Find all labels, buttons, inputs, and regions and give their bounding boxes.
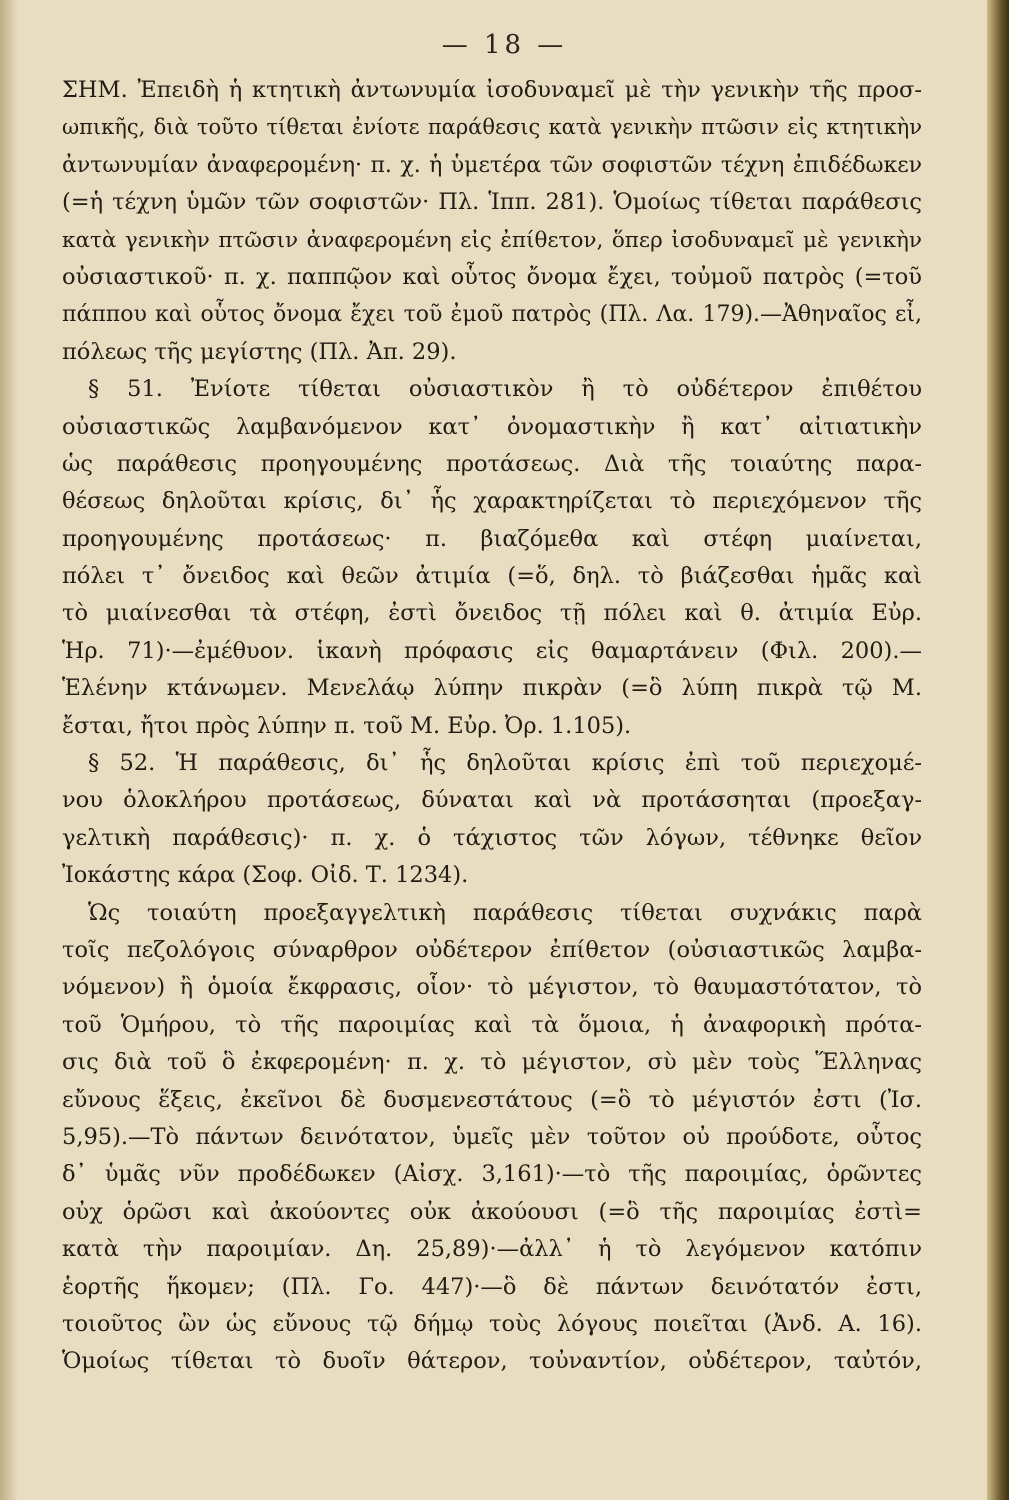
text-line: ἑορτῆς ἥκομεν; (Πλ. Γο. 447)·—ὃ δὲ πάντων δεινότατόν ἐστι, [62,1273,922,1300]
section-heading-52: § 52. Ἡ παράθεσις, δι᾽ ἧς δηλοῦται κρίσις ἐπὶ τοῦ περιεχομέ- [88,750,922,777]
page-binding-edge [987,0,1009,1500]
text-line: οὐχ ὁρῶσι καὶ ἀκούοντες οὐκ ἀκούουσι (=ὃ τῆς παροιμίας ἐστὶ= [62,1198,922,1225]
text-line: Ἑλένην κτάνωμεν. Μενελάῳ λύπην πικρὰν (=ὃ λύπη πικρὰ τῷ Μ. [62,675,922,702]
text-line: τοιοῦτος ὢν ὡς εὔνους τῷ δήμῳ τοὺς λόγους ποιεῖται (Ἀνδ. Α. 16). [62,1310,922,1337]
page-number: — 18 — [441,30,568,60]
text-line: (=ἡ τέχνη ὑμῶν τῶν σοφιστῶν· Πλ. Ἱππ. 281). Ὁμοίως τίθεται παράθεσις [62,189,922,216]
text-line: νόμενον) ἢ ὁμοία ἔκφρασις, οἷον· τὸ μέγιστον, τὸ θαυμαστότατον, τὸ [62,974,922,1001]
text-line: τὸ μιαίνεσθαι τὰ στέφη, ἐστὶ ὄνειδος τῇ πόλει καὶ θ. ἀτιμία Εὐρ. [62,600,922,627]
text-line: τοῦ Ὁμήρου, τὸ τῆς παροιμίας καὶ τὰ ὅμοια, ἡ ἀναφορικὴ πρότα- [62,1011,922,1038]
text-line: 5,95).—Τὸ πάντων δεινότατον, ὑμεῖς μὲν τοῦτον οὐ προύδοτε, οὗτος [62,1123,922,1150]
text-line: Ὁμοίως τίθεται τὸ δυοῖν θάτερον, τοὐναντίον, οὐδέτερον, ταὐτόν, [62,1348,922,1375]
section-heading-51: § 51. Ἐνίοτε τίθεται οὐσιαστικὸν ἢ τὸ οὐδέτερον ἐπιθέτου [88,376,922,403]
text-line: γελτικὴ παράθεσις)· π. χ. ὁ τάχιστος τῶν λόγων, τέθνηκε θεῖον [62,824,922,851]
text-line: κατὰ τὴν παροιμίαν. Δη. 25,89)·—ἀλλ᾽ ἡ τὸ λεγόμενον κατόπιν [62,1236,922,1263]
text-line: πόλει τ᾽ ὄνειδος καὶ θεῶν ἀτιμία (=ὅ, δηλ. τὸ βιάζεσθαι ἡμᾶς καὶ [62,563,922,590]
text-line: ωπικῆς, διὰ τοῦτο τίθεται ἐνίοτε παράθεσις κατὰ γενικὴν πτῶσιν εἰς κτητικὴν [62,115,922,140]
page-left-margin [0,0,18,1500]
text-line: ἔσται, ἤτοι πρὸς λύπην π. τοῦ Μ. Εὐρ. Ὀρ. 1.105). [62,712,632,739]
text-line: νου ὁλοκλήρου προτάσεως, δύναται καὶ νὰ προτάσσηται (προεξαγ- [62,787,922,814]
text-line: θέσεως δηλοῦται κρίσις, δι᾽ ἧς χαρακτηρίζεται τὸ περιεχόμενον τῆς [62,488,922,515]
text-line: ΣΗΜ. Ἐπειδὴ ἡ κτητικὴ ἀντωνυμία ἰσοδυναμεῖ μὲ τὴν γενικὴν τῆς προσ- [62,77,922,103]
text-line: πάππου καὶ οὗτος ὄνομα ἔχει τοῦ ἐμοῦ πατρὸς (Πλ. Λα. 179).—Ἀθηναῖος εἶ, [62,302,922,328]
text-line: σις διὰ τοῦ ὃ ἐκφερομένη· π. χ. τὸ μέγιστον, σὺ μὲν τοὺς Ἕλληνας [62,1049,922,1076]
text-line: Ἰοκάστης κάρα (Σοφ. Οἰδ. Τ. 1234). [62,862,469,889]
text-line: οὐσιαστικοῦ· π. χ. παππῷον καὶ οὗτος ὄνομα ἔχει, τοὐμοῦ πατρὸς (=τοῦ [62,263,922,290]
text-line: δ᾽ ὑμᾶς νῦν προδέδωκεν (Αἰσχ. 3,161)·—τὸ τῆς παροιμίας, ὁρῶντες [62,1161,922,1188]
text-line: Ὡς τοιαύτη προεξαγγελτικὴ παράθεσις τίθεται συχνάκις παρὰ [88,899,922,926]
body-text [62,72,922,1381]
text-line: ἀντωνυμίαν ἀναφερομένη· π. χ. ἡ ὑμετέρα τῶν σοφιστῶν τέχνη ἐπιδέδωκεν [62,152,922,178]
text-line: πόλεως τῆς μεγίστης (Πλ. Ἀπ. 29). [62,338,457,365]
text-line: προηγουμένης προτάσεως· π. βιαζόμεθα καὶ στέφη μιαίνεται, [62,525,922,552]
text-line: ὡς παράθεσις προηγουμένης προτάσεως. Διὰ τῆς τοιαύτης παρα- [62,450,922,477]
text-line: κατὰ γενικὴν πτῶσιν ἀναφερομένη εἰς ἐπίθετον, ὅπερ ἰσοδυναμεῖ μὲ γενικὴν [62,227,922,253]
text-line: τοῖς πεζολόγοις σύναρθρον οὐδέτερον ἐπίθετον (οὐσιαστικῶς λαμβα- [62,936,922,963]
text-line: Ἡρ. 71)·—ἐμέθυον. ἱκανὴ πρόφασις εἰς θαμαρτάνειν (Φιλ. 200).— [62,637,922,664]
text-line: οὐσιαστικῶς λαμβανόμενον κατ᾽ ὀνομαστικὴν ἢ κατ᾽ αἰτιατικὴν [62,413,922,440]
text-line: εὔνους ἕξεις, ἐκεῖνοι δὲ δυσμενεστάτους (=ὃ τὸ μέγιστόν ἐστι (Ἰσ. [62,1086,922,1113]
